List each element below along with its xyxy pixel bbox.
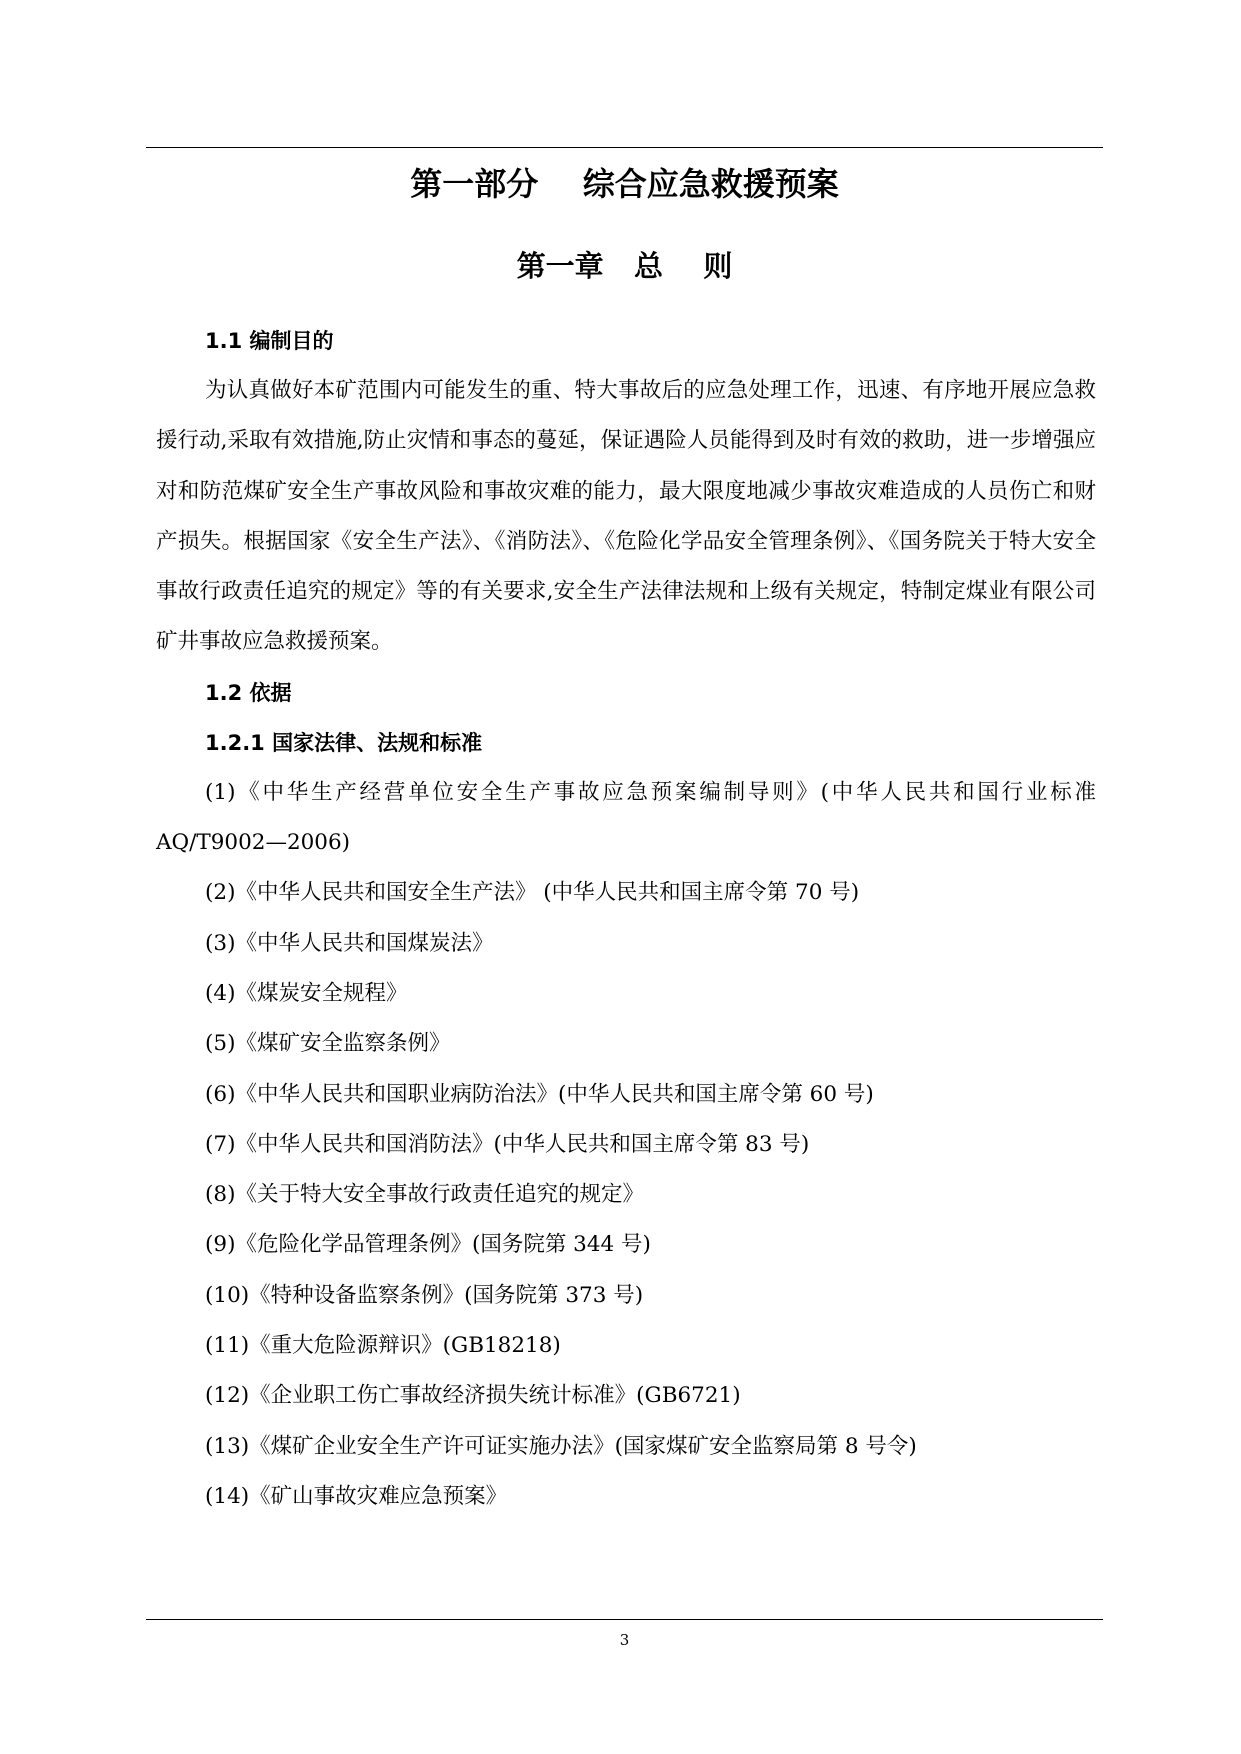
regulation-item: (13)《煤矿企业安全生产许可证实施办法》(国家煤矿安全监察局第 8 号令) xyxy=(205,1433,917,1459)
regulation-item: (9)《危险化学品管理条例》(国务院第 344 号) xyxy=(205,1232,651,1258)
regulation-item: (2)《中华人民共和国安全生产法》 (中华人民共和国主席令第 70 号) xyxy=(205,880,860,906)
part-title: 第一部分 综合应急救援预案 xyxy=(410,165,839,203)
regulation-item: (11)《重大危险源辩识》(GB18218) xyxy=(205,1333,561,1359)
header-rule xyxy=(146,147,1103,148)
regulation-item: (5)《煤矿安全监察条例》 xyxy=(205,1031,451,1057)
regulation-item: (4)《煤炭安全规程》 xyxy=(205,980,408,1006)
regulation-item: (1)《中华生产经营单位安全生产事故应急预案编制导则》(中华人民共和国行业标准 AQ/T9002—2006) xyxy=(156,779,1096,856)
regulation-item: (7)《中华人民共和国消防法》(中华人民共和国主席令第 83 号) xyxy=(205,1131,810,1157)
section-heading-1-2-1: 1.2.1 国家法律、法规和标准 xyxy=(205,730,483,755)
document-body xyxy=(156,316,1096,1522)
regulation-item: (6)《中华人民共和国职业病防治法》(中华人民共和国主席令第 60 号) xyxy=(205,1081,874,1107)
regulation-item: (8)《关于特大安全事故行政责任追究的规定》 xyxy=(205,1182,644,1208)
regulation-item: (10)《特种设备监察条例》(国务院第 373 号) xyxy=(205,1282,644,1308)
regulation-item: (14)《矿山事故灾难应急预案》 xyxy=(205,1483,508,1509)
regulation-list xyxy=(156,768,1096,1522)
chapter-title: 第一章 总 则 xyxy=(516,249,733,283)
regulation-item: (3)《中华人民共和国煤炭法》 xyxy=(205,930,494,956)
regulation-item: (12)《企业职工伤亡事故经济损失统计标准》(GB6721) xyxy=(205,1383,741,1409)
footer-rule xyxy=(146,1619,1103,1620)
page-number: 3 xyxy=(619,1631,630,1649)
section-heading-1-2: 1.2 依据 xyxy=(205,680,292,705)
section-paragraph-1-1: 为认真做好本矿范围内可能发生的重、特大事故后的应急处理工作，迅速、有序地开展应急救援行动,采取有效措施,防止灾情和事态的蔓延，保证遇险人员能得到及时有效的救助，进一步增强应对和防范煤矿安全生产事故风险和事故灾难的能力，最大限度地减少事故灾难造成的人员伤亡和财产损失。根据国家《安全生产法》、《消防法》、《危险化学品安全管理条例》、《国务院关于特大安全事故行政责任追究的规定》等的有关要求,安全生产法律法规和上级有关规定，特制定煤业有限公司矿井事故应急救援预案。 xyxy=(156,378,1096,655)
section-heading-1-1: 1.1 编制目的 xyxy=(205,329,334,353)
